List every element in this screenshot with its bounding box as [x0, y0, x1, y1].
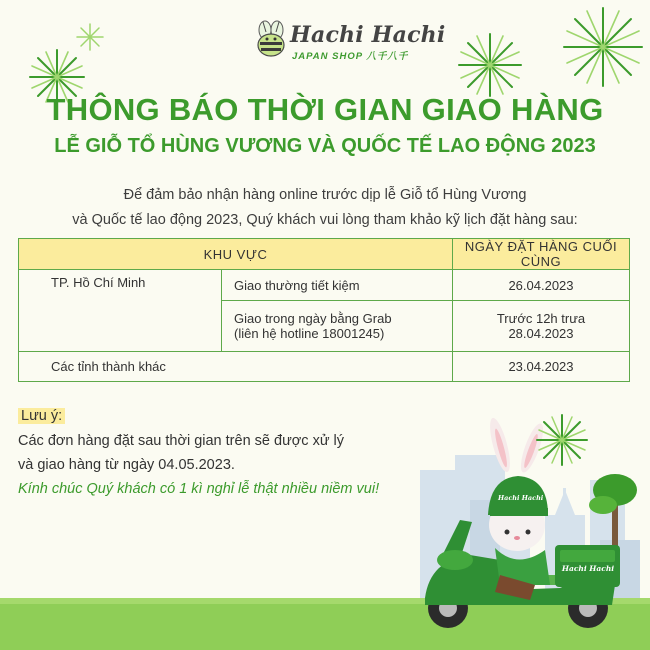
delivery-schedule-table	[18, 238, 630, 382]
firework-icon	[455, 30, 525, 100]
brand-name: Hachi Hachi	[290, 22, 446, 48]
firework-icon	[534, 412, 590, 468]
helmet-logo: Hachi Hachi	[498, 494, 544, 502]
page-title: THÔNG BÁO THỜI GIAN GIAO HÀNG	[46, 92, 604, 127]
note-line-2: và giao hàng từ ngày 04.05.2023.	[18, 457, 235, 473]
page-subtitle: LỄ GIỖ TỔ HÙNG VƯƠNG VÀ QUỐC TẾ LAO ĐỘNG 2023	[54, 135, 596, 157]
date-cell: 26.04.2023	[453, 270, 630, 301]
holiday-wish: Kính chúc Quý khách có 1 kì nghỉ lễ thật nhiều niềm vui!	[18, 481, 380, 497]
method-cell: Giao thường tiết kiệm	[222, 270, 453, 301]
table-header-row	[19, 239, 630, 270]
intro-line-1: Để đảm bảo nhận hàng online trước dịp lễ Giỗ tổ Hùng Vương	[123, 187, 527, 203]
method-line-1: Giao trong ngày bằng Grab	[234, 311, 392, 326]
method-line-2: (liên hệ hotline 18001245)	[234, 326, 385, 341]
brand-logo	[254, 14, 446, 66]
firework-small-icon	[75, 22, 105, 52]
note-heading: Lưu ý:	[18, 408, 65, 424]
brand-tagline: JAPAN SHOP 八千八千	[292, 51, 409, 62]
note-text	[18, 429, 344, 477]
region-cell: Các tỉnh thành khác	[19, 352, 453, 382]
date-cell: 23.04.2023	[453, 352, 630, 382]
column-header-region: KHU VỰC	[19, 239, 453, 270]
intro-text	[0, 183, 650, 233]
method-cell	[222, 301, 453, 352]
date-cell	[453, 301, 630, 352]
date-line-2: 28.04.2023	[508, 326, 574, 341]
note-line-1: Các đơn hàng đặt sau thời gian trên sẽ được xử lý	[18, 433, 345, 449]
table-row	[19, 352, 630, 382]
box-logo: Hachi Hachi	[561, 564, 615, 573]
grass-ground	[0, 598, 650, 650]
table-row	[19, 270, 630, 301]
column-header-last-order-date: NGÀY ĐẶT HÀNG CUỐI CÙNG	[453, 239, 630, 270]
firework-icon	[560, 4, 646, 90]
intro-line-2: và Quốc tế lao động 2023, Quý khách vui lòng tham khảo kỹ lịch đặt hàng sau:	[72, 212, 578, 228]
region-cell: TP. Hồ Chí Minh	[19, 270, 222, 352]
date-line-1: Trước 12h trưa	[496, 311, 586, 326]
bee-mascot-icon	[254, 20, 288, 60]
